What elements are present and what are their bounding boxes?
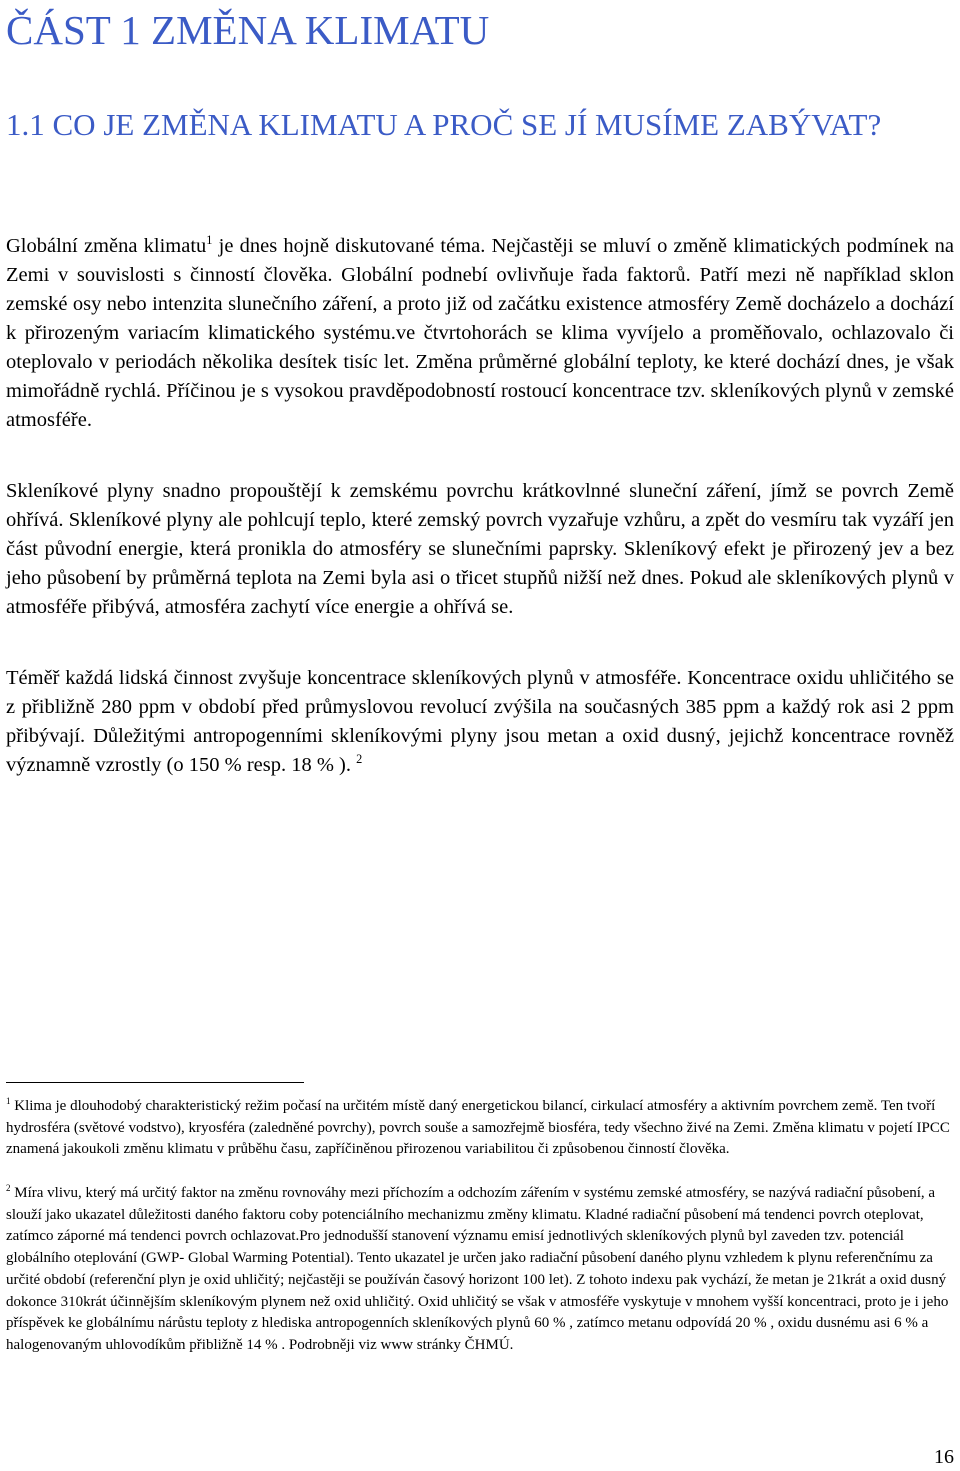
footnote-1-text: Klima je dlouhodobý charakteristický režim počasí na určitém místě daný energetickou bilancí, cirkulací atmosféry a aktivním povrchem země. Ten tvoří hydrosféra (světové vodstvo), kryosféra (zaledněné povrchy), povrch souše a samozřejmě biosféra, tedy všechno živé na Zemi. Změna klimatu v pojetí IPCC znamená jakoukoli změnu klimatu v průběhu času, zapříčiněnou přirozenou variabilitou či způsobenou činností člověka. (6, 1098, 950, 1158)
paragraph-3 (6, 664, 954, 780)
footnote-2-text: Míra vlivu, který má určitý faktor na změnu rovnováhy mezi příchozím a odchozím zářením v systému zemské atmosféry, se nazývá radiační působení, a slouží jako ukazatel důležitosti daného faktoru coby potenciálního mechanizmu změny klimatu. Kladné radiační působení má tendenci povrch oteplovat, zatímco záporné má tendenci povrch ochlazovat.Pro jednodušší stanovení významu emisí jednotlivých skleníkových plynů byl zaveden tzv. potenciál globálního oteplování (GWP- Global Warming Potential). Tento ukazatel je určen jako radiační působení daného plynu vzhledem k plynu referenčnímu za určité období (referenční plyn je oxid uhličitý; nejčastěji se používán časový horizont 100 let). Z tohoto indexu pak vychází, že metan je 21krát a oxid dusný dokonce 310krát účinnějším skleníkovým plynem než oxid uhličitý. Oxid uhličitý se však v atmosféře vyskytuje v mnohem vyšší koncentraci, proto je i jeho příspěvek ke globálnímu nárůstu teploty z hlediska antropogenních skleníkových plynů 60 % , zatímco metanu odpovídá 20 % , oxidu dusnému asi 6 % a halogenovaným uhlovodíkům přibližně 14 % . Podrobněji viz www stránky ČHMÚ. (6, 1185, 949, 1353)
paragraph-1-rest: je dnes hojně diskutované téma. Nejčastěji se mluví o změně klimatických podmínek na Zemi v souvislosti s činností člověka. Globální podnebí ovlivňuje řada faktorů. Patří mezi ně například sklon zemské osy nebo intenzita slunečního záření, a proto již od začátku existence atmosféry Země docházelo a dochází k přirozeným variacím klimatického systému.ve čtvrtohorách se klima vyvíjelo a proměňovalo, ochlazovalo či oteplovalo v periodách několika desítek tisíc let. Změna průměrné globální teploty, ke které dochází dnes, je však mimořádně rychlá. Příčinou je s vysokou pravděpodobností rostoucí koncentrace tzv. skleníkových plynů v zemské atmosféře. (6, 235, 954, 431)
page-number: 16 (934, 1446, 954, 1468)
footnote-ref-1[interactable]: 1 (206, 233, 213, 248)
footnote-1 (6, 1096, 954, 1161)
section-heading: 1.1 CO JE ZMĚNA KLIMATU A PROČ SE JÍ MUSÍME ZABÝVAT? (6, 107, 882, 142)
footnote-separator (6, 1082, 304, 1083)
footnote-2-mark: 2 (6, 1183, 11, 1193)
footnote-1-mark: 1 (6, 1096, 11, 1106)
paragraph-1-start: Globální změna klimatu (6, 235, 207, 257)
paragraph-2: Skleníkové plyny snadno propouštějí k zemskému povrchu krátkovlnné sluneční záření, jímž se povrch Země ohřívá. Skleníkové plyny ale pohlcují teplo, které zemský povrch vyzařuje vzhůru, a zpět do vesmíru tak vyzáří jen část původní energie, která pronikla do atmosféry se slunečními paprsky. Skleníkový efekt je přirozený jev a bez jeho působení by průměrná teplota na Zemi byla asi o třicet stupňů nižší než dnes. Pokud ale skleníkových plynů v atmosféře přibývá, atmosféra zachytí více energie a ohřívá se. (6, 480, 954, 618)
part-heading: ČÁST 1 ZMĚNA KLIMATU (6, 7, 490, 53)
footnote-ref-2[interactable]: 2 (356, 752, 363, 767)
footnote-2 (6, 1183, 954, 1357)
paragraph-1 (6, 232, 954, 435)
paragraph-3-text: Téměř každá lidská činnost zvyšuje koncentrace skleníkových plynů v atmosféře. Koncentrace oxidu uhličitého se z přibližně 280 ppm v období před průmyslovou revolucí zvýšila na současných 385 ppm a každý rok asi 2 ppm přibývají. Důležitými antropogenními skleníkovými plyny jsou metan a oxid dusný, jejichž koncentrace rovněž významně vzrostly (o 150 % resp. 18 % ). (6, 667, 954, 776)
